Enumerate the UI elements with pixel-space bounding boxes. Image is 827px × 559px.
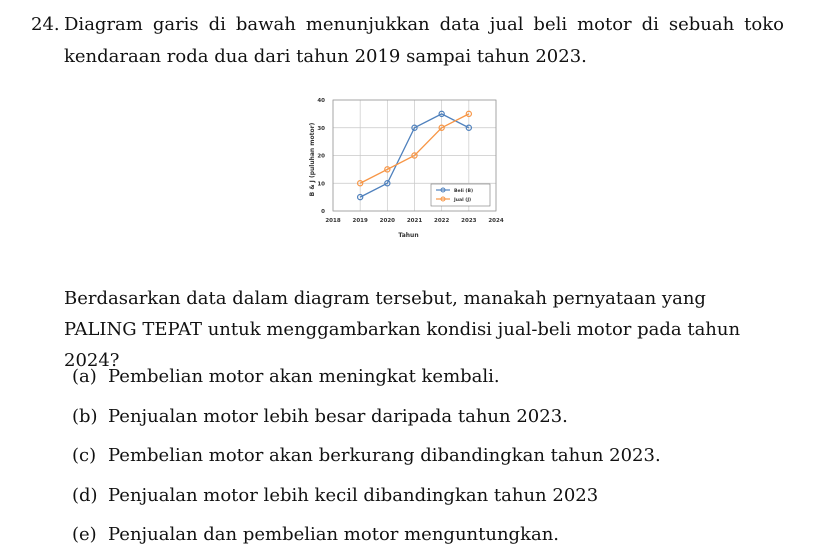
x-tick-label: 2022 xyxy=(434,218,450,224)
option-d[interactable] xyxy=(72,480,661,520)
legend-label: Jual (J) xyxy=(454,198,472,203)
x-tick-label: 2023 xyxy=(461,218,477,224)
x-tick-label: 2019 xyxy=(352,218,368,224)
option-letter: (c) xyxy=(72,445,97,466)
option-letter: (a) xyxy=(72,366,97,387)
x-tick-label: 2020 xyxy=(379,218,395,224)
option-text: Pembelian motor akan meningkat kembali. xyxy=(108,366,500,387)
option-text: Pembelian motor akan berkurang dibandingkan tahun 2023. xyxy=(108,445,661,466)
y-tick-label: 30 xyxy=(317,125,325,132)
option-letter: (d) xyxy=(72,484,98,506)
y-tick-label: 40 xyxy=(317,98,325,104)
option-c[interactable] xyxy=(72,440,661,480)
x-tick-label: 2021 xyxy=(406,218,423,224)
y-axis-label: B & J (puluhan motor) xyxy=(309,122,316,197)
answer-options xyxy=(72,361,661,559)
option-text: Penjualan motor lebih besar daripada tahun 2023. xyxy=(108,405,568,427)
y-tick-label: 10 xyxy=(317,181,325,188)
option-text: Penjualan motor lebih kecil dibandingkan tahun 2023 xyxy=(108,484,599,506)
option-text: Penjualan dan pembelian motor menguntungkan. xyxy=(108,524,560,545)
x-tick-label: 2018 xyxy=(325,218,341,224)
x-tick-label: 2024 xyxy=(488,218,504,224)
option-a[interactable] xyxy=(72,361,661,401)
legend-label: Beli (B) xyxy=(454,189,474,194)
option-letter: (e) xyxy=(72,524,97,545)
option-letter: (b) xyxy=(72,405,98,427)
question-number: 24. xyxy=(31,14,60,35)
y-tick-label: 20 xyxy=(317,153,325,160)
option-e[interactable] xyxy=(72,519,661,559)
line-chart xyxy=(300,92,520,242)
x-axis-label: Tahun xyxy=(398,232,419,239)
question-stem: Diagram garis di bawah menunjukkan data jual beli motor di sebuah toko kendaraan roda dua dari tahun 2019 sampai tahun 2023. xyxy=(64,14,784,67)
option-b[interactable] xyxy=(72,401,661,441)
y-tick-label: 0 xyxy=(321,209,325,215)
question-prompt: Berdasarkan data dalam diagram tersebut, manakah pernyataan yang PALING TEPAT untuk menggambarkan kondisi jual-beli motor pada tahun 2024? xyxy=(64,288,741,371)
